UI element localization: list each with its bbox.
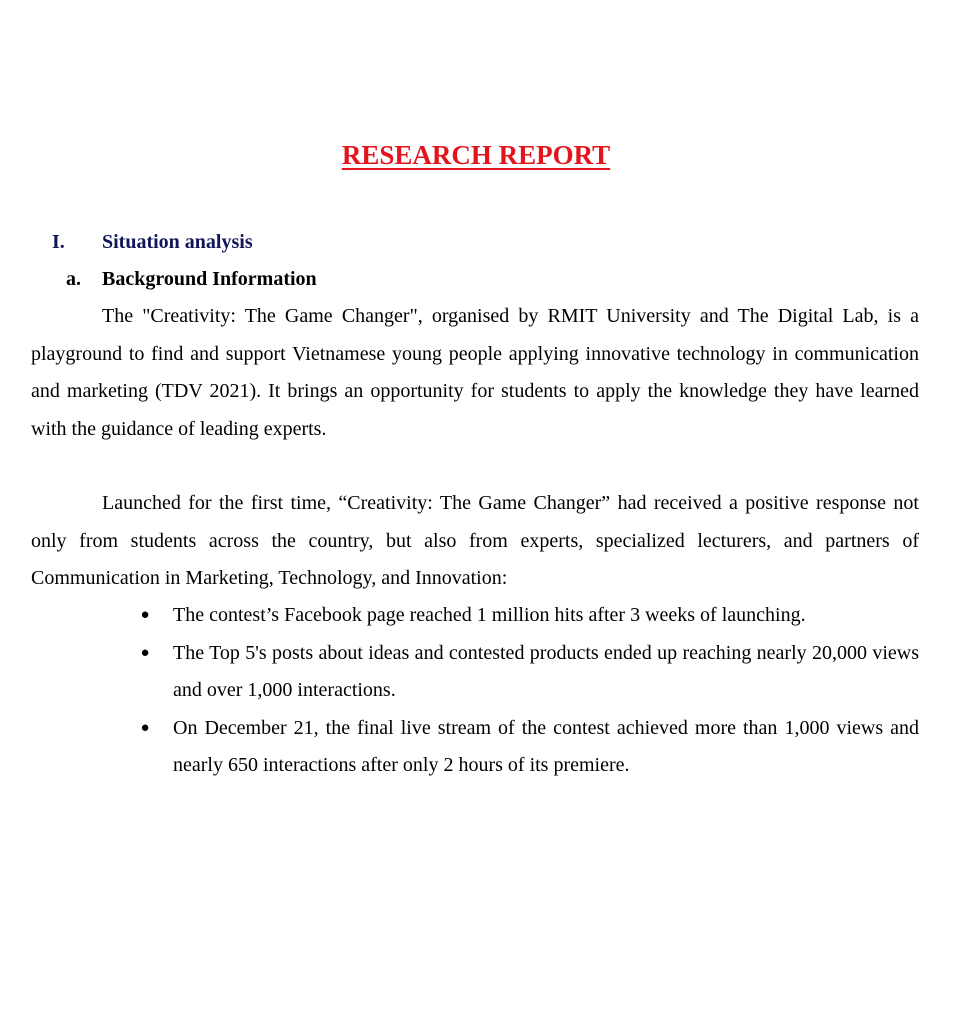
bullet-icon: ● xyxy=(140,644,150,661)
bullet-list xyxy=(0,597,980,785)
list-item xyxy=(0,710,980,785)
section-number: I. xyxy=(52,231,65,253)
section-heading xyxy=(0,228,980,256)
list-item xyxy=(0,597,980,635)
list-item xyxy=(0,635,980,710)
paragraph-background: The "Creativity: The Game Changer", organised by RMIT University and The Digital Lab, is a playground to find and support Vietnamese young people applying innovative technology in communication and marketing (TDV 2021). It brings an opportunity for students to apply the knowledge they have learned with the guidance of leading experts. xyxy=(31,305,919,440)
list-item-text: The Top 5's posts about ideas and contested products ended up reaching nearly 20,000 views and over 1,000 interactions. xyxy=(173,641,919,701)
bullet-icon: ● xyxy=(140,607,150,623)
page-title: RESEARCH REPORT xyxy=(341,140,611,170)
subsection-title: Background Information xyxy=(102,268,317,290)
list-item-text: The contest’s Facebook page reached 1 million hits after 3 weeks of launching. xyxy=(173,604,806,626)
subsection-number: a. xyxy=(66,268,81,290)
section-title: Situation analysis xyxy=(102,231,253,253)
list-item-text: On December 21, the final live stream of the contest achieved more than 1,000 views and nearly 650 interactions after only 2 hours of its premiere. xyxy=(173,716,919,776)
bullet-icon: ● xyxy=(140,719,150,736)
paragraph-launch: Launched for the first time, “Creativity: The Game Changer” had received a positive response not only from students across the country, but also from experts, specialized lecturers, and partners of Communication in Marketing, Technology, and Innovation: xyxy=(31,492,919,589)
subsection-heading xyxy=(0,265,980,293)
